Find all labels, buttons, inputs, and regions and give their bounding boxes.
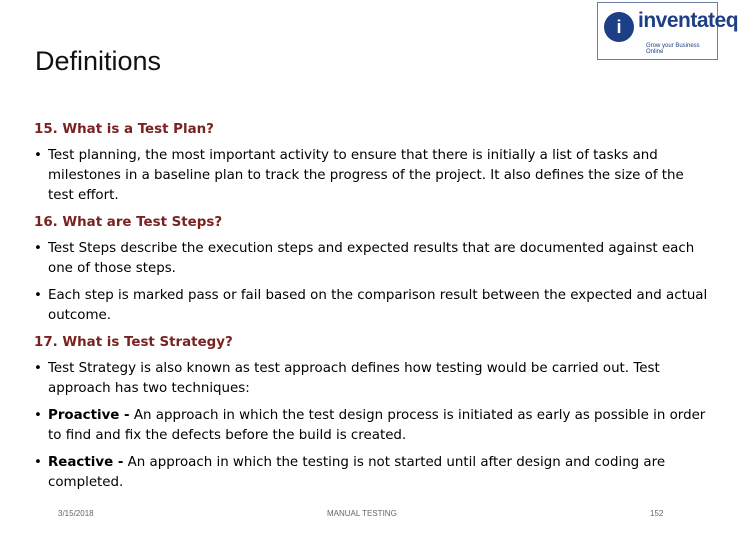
bullet-term: Proactive -: [48, 408, 130, 423]
page-number: 152: [650, 509, 664, 518]
bullet-item: [34, 359, 710, 399]
bullet-item: [34, 286, 710, 326]
logo-mark-icon: i: [604, 12, 634, 42]
bullet-icon: •: [34, 241, 42, 256]
bullet-item: [34, 239, 710, 279]
footer-center: MANUAL TESTING: [327, 509, 397, 518]
company-logo: [597, 2, 738, 60]
section-heading: 15. What is a Test Plan?: [34, 122, 214, 137]
section-heading: 17. What is Test Strategy?: [34, 335, 233, 350]
footer-date: 3/15/2018: [58, 509, 94, 518]
bullet-item: [34, 146, 710, 206]
bullet-icon: •: [34, 361, 42, 376]
logo-name: inventateq: [638, 9, 738, 32]
bullet-term: Reactive -: [48, 455, 124, 470]
slide-title: Definitions: [35, 46, 162, 76]
bullet-text: An approach in which the test design process is initiated as early as possible in order to find and fix the defects before the build is created.: [48, 408, 706, 443]
bullet-text: Each step is marked pass or fail based on the comparison result between the expected and actual outcome.: [48, 288, 708, 323]
bullet-icon: •: [34, 288, 42, 303]
bullet-text: Test Steps describe the execution steps and expected results that are documented against each one of those steps.: [48, 241, 695, 276]
section-heading: 16. What are Test Steps?: [34, 215, 223, 230]
bullet-item: [34, 406, 710, 446]
logo-tagline: Grow your Business Online: [646, 43, 717, 55]
bullet-text: An approach in which the testing is not started until after design and coding are completed.: [48, 455, 666, 490]
bullet-item: [34, 453, 710, 493]
bullet-icon: •: [34, 148, 42, 163]
slide-content: [34, 120, 710, 500]
bullet-text: Test planning, the most important activity to ensure that there is initially a list of tasks and milestones in a baseline plan to track the progress of the project. It also defines the size of the test effort.: [48, 148, 684, 203]
bullet-text: Test Strategy is also known as test approach defines how testing would be carried out. Test approach has two techniques:: [48, 361, 660, 396]
bullet-icon: •: [34, 455, 42, 470]
bullet-icon: •: [34, 408, 42, 423]
